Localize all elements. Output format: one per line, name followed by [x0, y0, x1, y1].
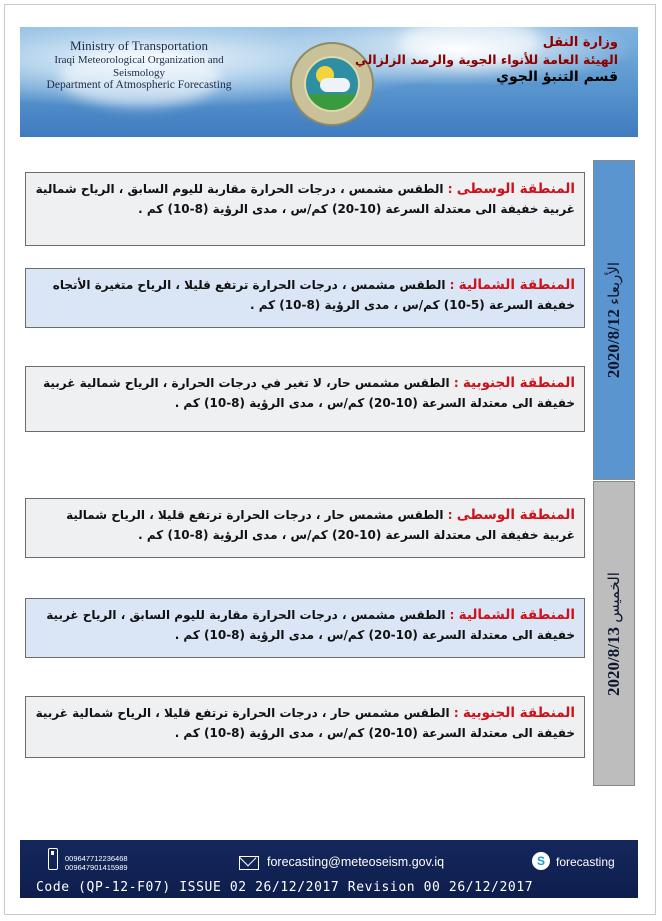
arabic-header — [355, 35, 618, 86]
organization-ar: الهيئة العامة للأنواء الجوية والرصد الزلزالي — [355, 51, 618, 67]
region-colon: : — [449, 278, 455, 292]
region-title: المنطقة الجنوبية — [462, 375, 575, 391]
forecast-box-north-day1 — [25, 268, 585, 328]
forecast-box-central-day2 — [25, 498, 585, 558]
day-tab-thursday — [593, 481, 635, 786]
region-colon: : — [447, 508, 453, 522]
footer-bar — [20, 840, 638, 898]
phone-number: 009647712236468 — [65, 854, 128, 863]
region-title: المنطقة الوسطى — [456, 507, 575, 523]
region-title: المنطقة الشمالية — [458, 607, 575, 623]
region-title: المنطقة الشمالية — [458, 277, 575, 293]
region-title: المنطقة الجنوبية — [462, 705, 575, 721]
forecast-text: الطقس مشمس ، درجات الحرارة ترتفع قليلا ، الرياح متغيرة الأتجاه خفيفة السرعة (5-10) كم/س ، مدى الرؤية (8-10) كم . — [52, 278, 575, 312]
day-date: 2020/8/12 — [604, 309, 623, 379]
logo-emblem — [304, 56, 360, 112]
email-link[interactable]: forecasting@meteoseism.gov.iq — [267, 855, 445, 869]
forecast-text: الطقس مشمس ، درجات الحرارة مقاربة لليوم السابق ، الرياح شمالية غربية خفيفة الى معتدلة السرعة (10-20) كم/س ، مدى الرؤية (8-10) كم . — [35, 182, 575, 216]
day-name: الخميس — [605, 571, 623, 623]
day-tab-wednesday — [593, 160, 635, 480]
department-en: Department of Atmospheric Forecasting — [46, 79, 232, 92]
region-colon: : — [453, 706, 459, 720]
day-date: 2020/8/13 — [604, 626, 623, 696]
region-colon: : — [449, 608, 455, 622]
department-ar: قسم التنبؤ الجوي — [496, 69, 618, 86]
day-name: الأربعاء — [605, 261, 623, 305]
forecast-box-south-day2 — [25, 696, 585, 758]
skype-handle[interactable]: forecasting — [556, 855, 615, 869]
email-icon — [239, 856, 259, 870]
forecast-box-central-day1 — [25, 172, 585, 246]
skype-icon: S — [532, 852, 550, 870]
forecast-text: الطقس مشمس ، درجات الحرارة مقاربة لليوم السابق ، الرياح غربية خفيفة الى معتدلة السرعة (10-20) كم/س ، مدى الرؤية (8-10) كم . — [46, 608, 575, 642]
document-code: Code (QP-12-F07) ISSUE 02 26/12/2017 Revision 00 26/12/2017 — [36, 880, 534, 895]
forecast-text: الطقس مشمس حار ، درجات الحرارة ترتفع قليلا ، الرياح شمالية غربية خفيفة الى معتدلة السرعة (10-20) كم/س ، مدى الرؤية (8-10) كم . — [66, 508, 575, 542]
page-border — [4, 4, 656, 915]
day-label — [604, 262, 624, 378]
phone-number: 009647901415989 — [65, 863, 128, 873]
ministry-ar: وزارة النقل — [542, 35, 618, 50]
phone-numbers — [65, 854, 128, 873]
forecast-text: الطقس مشمس حار، لا تغير في درجات الحرارة ، الرياح شمالية غربية خفيفة الى معتدلة السرعة (10-20) كم/س ، مدى الرؤية (8-10) كم . — [43, 376, 575, 410]
header-banner — [20, 27, 638, 137]
english-header — [34, 39, 244, 92]
forecast-box-north-day2 — [25, 598, 585, 658]
land-icon — [306, 94, 360, 112]
day-label — [604, 572, 624, 696]
region-colon: : — [447, 182, 453, 196]
forecast-box-south-day1 — [25, 366, 585, 432]
forecast-text: الطقس مشمس حار ، درجات الحرارة ترتفع قليلا ، الرياح شمالية غربية خفيفة الى معتدلة السرعة (10-20) كم/س ، مدى الرؤية (8-10) كم . — [35, 706, 575, 740]
region-colon: : — [453, 376, 459, 390]
cloud-icon — [320, 78, 350, 92]
phone-icon — [48, 848, 58, 870]
organization-en: Iraqi Meteorological Organization and Seismology — [54, 53, 224, 79]
ministry-en: Ministry of Transportation — [70, 38, 208, 53]
region-title: المنطقة الوسطى — [456, 181, 575, 197]
